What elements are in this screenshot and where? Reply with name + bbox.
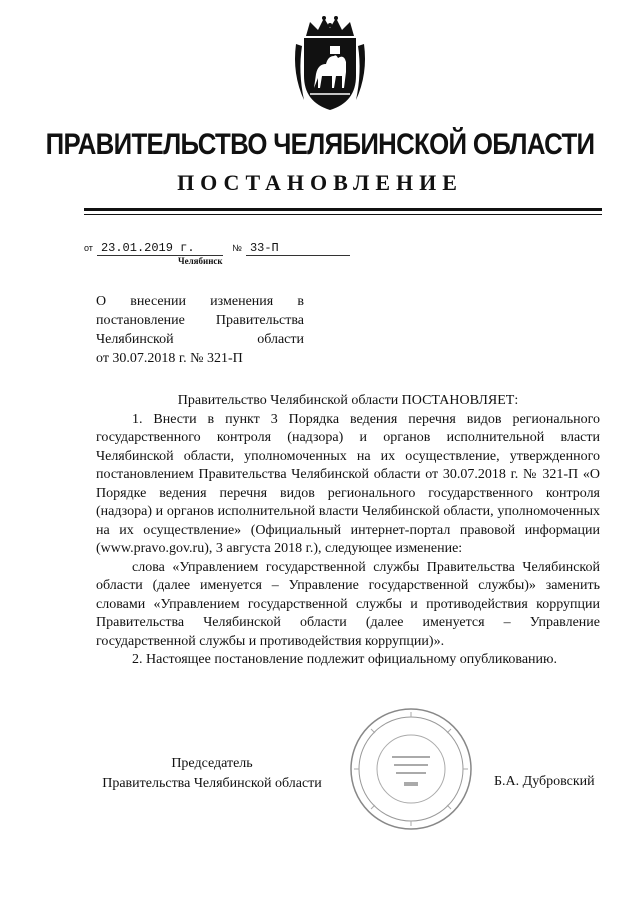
document-number: 33-П [246,241,350,256]
signatory-name: Б.А. Дубровский [494,774,595,789]
header-rule-thin [84,214,602,215]
decree-item-1: 1. Внести в пункт 3 Порядка ведения перечня видов регионального государственного контроля (надзора) и органов исполнительной власти Челябинской области, уполномоченных на их осуществление, утвержденного постановлением Правительства Челябинской области от 30.07.2018 г. № 321-П «О Порядке ведения перечня видов регионального государственного контроля (надзора) и органов исполнительной власти Челябинской области, уполномоченных на их осуществление» (Официальный интернет-портал правовой информации (www.pravo.gov.ru), 3 августа 2018 г.), следующее изменение: [96,411,600,556]
signatory-position [92,754,332,794]
subject-line: Челябинской области [96,332,304,347]
government-title: ПРАВИТЕЛЬСТВО ЧЕЛЯБИНСКОЙ ОБЛАСТИ [45,128,595,161]
decree-statement: Правительство Челябинской области ПОСТАНОВЛЯЕТ: [177,393,519,408]
subject-line: от 30.07.2018 г. № 321-П [96,351,243,366]
decree-item-2: 2. Настоящее постановление подлежит официальному опубликованию. [132,652,557,667]
signatory-position-line: Председатель [171,756,253,771]
document-date: 23.01.2019 г. [97,241,223,256]
official-seal-stamp-icon [346,704,476,834]
header-rule-thick [84,208,602,211]
subject-line: О внесении изменения в [96,294,304,309]
chelyabinsk-coat-of-arms-icon [290,14,370,114]
coat-of-arms-icon [290,14,370,114]
subject-line: постановление Правительства [96,313,304,328]
signatory-position-line: Правительства Челябинской области [102,776,322,791]
subject-block [96,292,304,368]
date-number-line [84,240,350,256]
city-name: Челябинск [178,256,223,266]
date-label: от [84,243,93,253]
decree-body [96,392,600,670]
number-label: № [232,243,242,253]
document-type-title: ПОСТАНОВЛЕНИЕ [177,170,463,195]
decree-change-text: слова «Управлением государственной службы Правительства Челябинской области (далее именуется – Управление государственной службы)» заменить словами «Управлением государственной службы и противодействия коррупции Правительства Челябинской области (далее именуется – Управление государственной службы и противодействия коррупции)». [96,559,600,649]
